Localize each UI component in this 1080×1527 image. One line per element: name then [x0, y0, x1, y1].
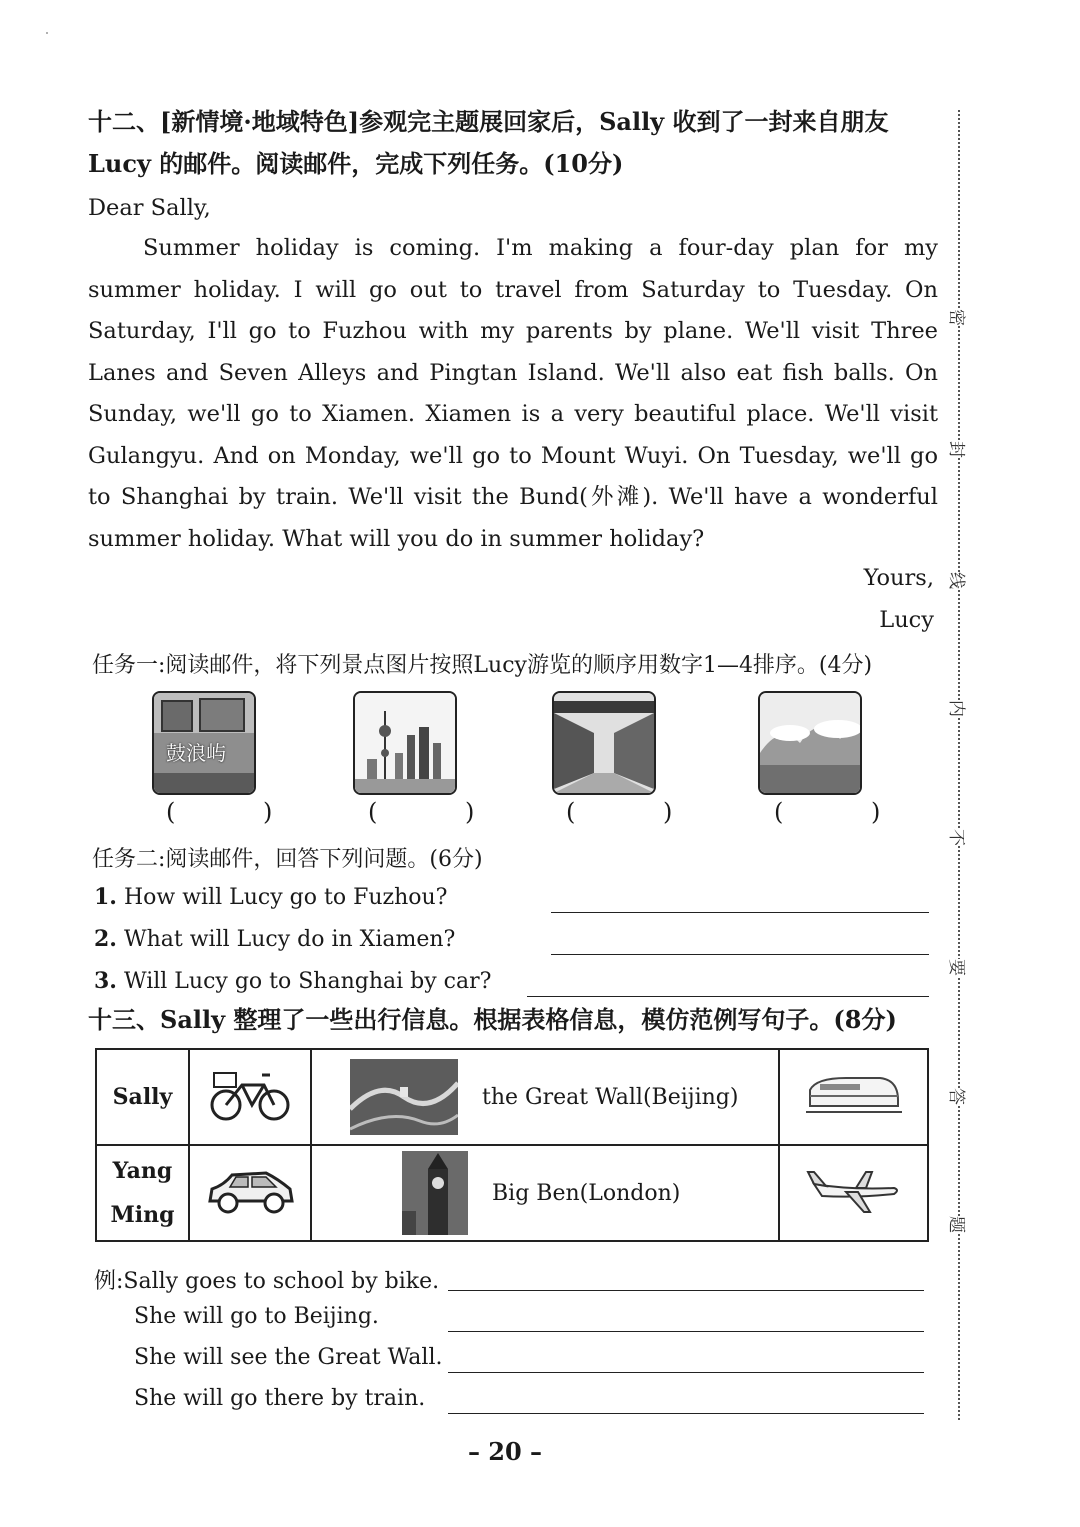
- order-blank-4[interactable]: ( ): [774, 798, 921, 826]
- mountain-clouds-image: [758, 691, 862, 795]
- plane-icon: [779, 1145, 928, 1241]
- place-name: Big Ben(London): [492, 1180, 681, 1206]
- question-2-number: 2.: [94, 926, 117, 952]
- answer-line-2[interactable]: [551, 954, 929, 955]
- train-icon: [779, 1049, 928, 1145]
- name-cell: [96, 1145, 189, 1241]
- margin-char-1: 密: [946, 309, 971, 326]
- writing-line-4[interactable]: [448, 1413, 924, 1414]
- answer-line-1[interactable]: [551, 912, 929, 913]
- margin-char-6: 要: [946, 959, 971, 976]
- question-3-number: 3.: [94, 968, 117, 994]
- question-3-text: Will Lucy go to Shanghai by car?: [123, 969, 492, 994]
- section-12-title-line-2: Lucy 的邮件。阅读邮件，完成下列任务。(10分): [88, 149, 624, 178]
- example-sentence-3: She will see the Great Wall.: [134, 1345, 443, 1370]
- margin-char-8: 题: [946, 1216, 971, 1233]
- margin-char-2: 封: [946, 441, 971, 458]
- gulangyu-image: [152, 691, 256, 795]
- place-cell: [311, 1145, 779, 1241]
- great-wall-image: [350, 1059, 458, 1135]
- bike-icon: [189, 1049, 311, 1145]
- name-cell: [96, 1049, 189, 1145]
- person-name-line-2: Ming: [110, 1202, 175, 1228]
- letter-body: Summer holiday is coming. I'm making a four-day plan for my summer holiday. I will go out to travel from Saturday to Tuesday. On Saturday, I'll go to Fuzhou with my parents by plane. We'll visit Three Lanes and Seven Alleys and Pingtan Island. We'll also eat fish balls. On Sunday, we'll go to Xiamen. Xiamen is a very beautiful place. We'll visit Gulangyu. And on Monday, we'll go to Mount Wuyi. On Tuesday, we'll go to Shanghai by train. We'll visit the Bund(外滩). We'll have a wonderful summer holiday. What will you do in summer holiday?: [88, 235, 938, 552]
- margin-char-5: 不: [946, 829, 971, 846]
- margin-char-4: 内: [946, 700, 971, 717]
- order-blank-1[interactable]: ( ): [166, 798, 313, 826]
- section-12-title-line-1: 十二、[新情境·地域特色]参观完主题展回家后，Sally 收到了一封来自朋友: [88, 107, 889, 136]
- travel-info-table: [95, 1048, 929, 1242]
- example-sentence-4: She will go there by train.: [134, 1386, 426, 1411]
- table-row: [96, 1145, 928, 1241]
- margin-char-3: 线: [946, 572, 971, 589]
- order-blank-2[interactable]: ( ): [368, 798, 515, 826]
- question-2-text: What will Lucy do in Xiamen?: [123, 927, 456, 952]
- letter-greeting: Dear Sally,: [88, 195, 211, 221]
- question-2: [94, 926, 455, 952]
- old-street-image: [552, 691, 656, 795]
- example-label: 例:: [94, 1269, 124, 1294]
- person-name: Sally: [112, 1084, 173, 1110]
- car-icon: [189, 1145, 311, 1241]
- example-sentence-2: She will go to Beijing.: [134, 1304, 379, 1329]
- task-1-title: 任务一:阅读邮件，将下列景点图片按照Lucy游览的顺序用数字1—4排序。(4分): [92, 653, 873, 678]
- example-line-1: [94, 1264, 439, 1295]
- writing-line-2[interactable]: [448, 1331, 924, 1332]
- big-ben-image: [402, 1151, 468, 1235]
- question-1-text: How will Lucy go to Fuzhou?: [123, 885, 448, 910]
- section-13-title: 十三、Sally 整理了一些出行信息。根据表格信息，模仿范例写句子。(8分): [88, 1005, 897, 1034]
- place-cell: [311, 1049, 779, 1145]
- task-2-title: 任务二:阅读邮件，回答下列问题。(6分): [92, 847, 483, 872]
- question-1: [94, 884, 447, 910]
- place-name: the Great Wall(Beijing): [482, 1084, 739, 1110]
- letter-signature: Lucy: [879, 607, 934, 633]
- shanghai-skyline-image: [353, 691, 457, 795]
- question-3: [94, 968, 491, 994]
- answer-line-3[interactable]: [527, 996, 929, 997]
- person-name-line-1: Yang: [112, 1158, 173, 1184]
- scan-speck: [46, 32, 48, 34]
- example-sentence-1: Sally goes to school by bike.: [123, 1269, 440, 1294]
- order-blank-3[interactable]: ( ): [566, 798, 713, 826]
- gulangyu-caption: 鼓浪屿: [166, 741, 226, 765]
- question-1-number: 1.: [94, 884, 117, 910]
- margin-char-7: 答: [946, 1088, 971, 1105]
- letter-closing: Yours,: [863, 565, 934, 591]
- page-number: – 20 –: [467, 1437, 543, 1466]
- writing-line-1[interactable]: [448, 1290, 924, 1291]
- table-row: [96, 1049, 928, 1145]
- writing-line-3[interactable]: [448, 1372, 924, 1373]
